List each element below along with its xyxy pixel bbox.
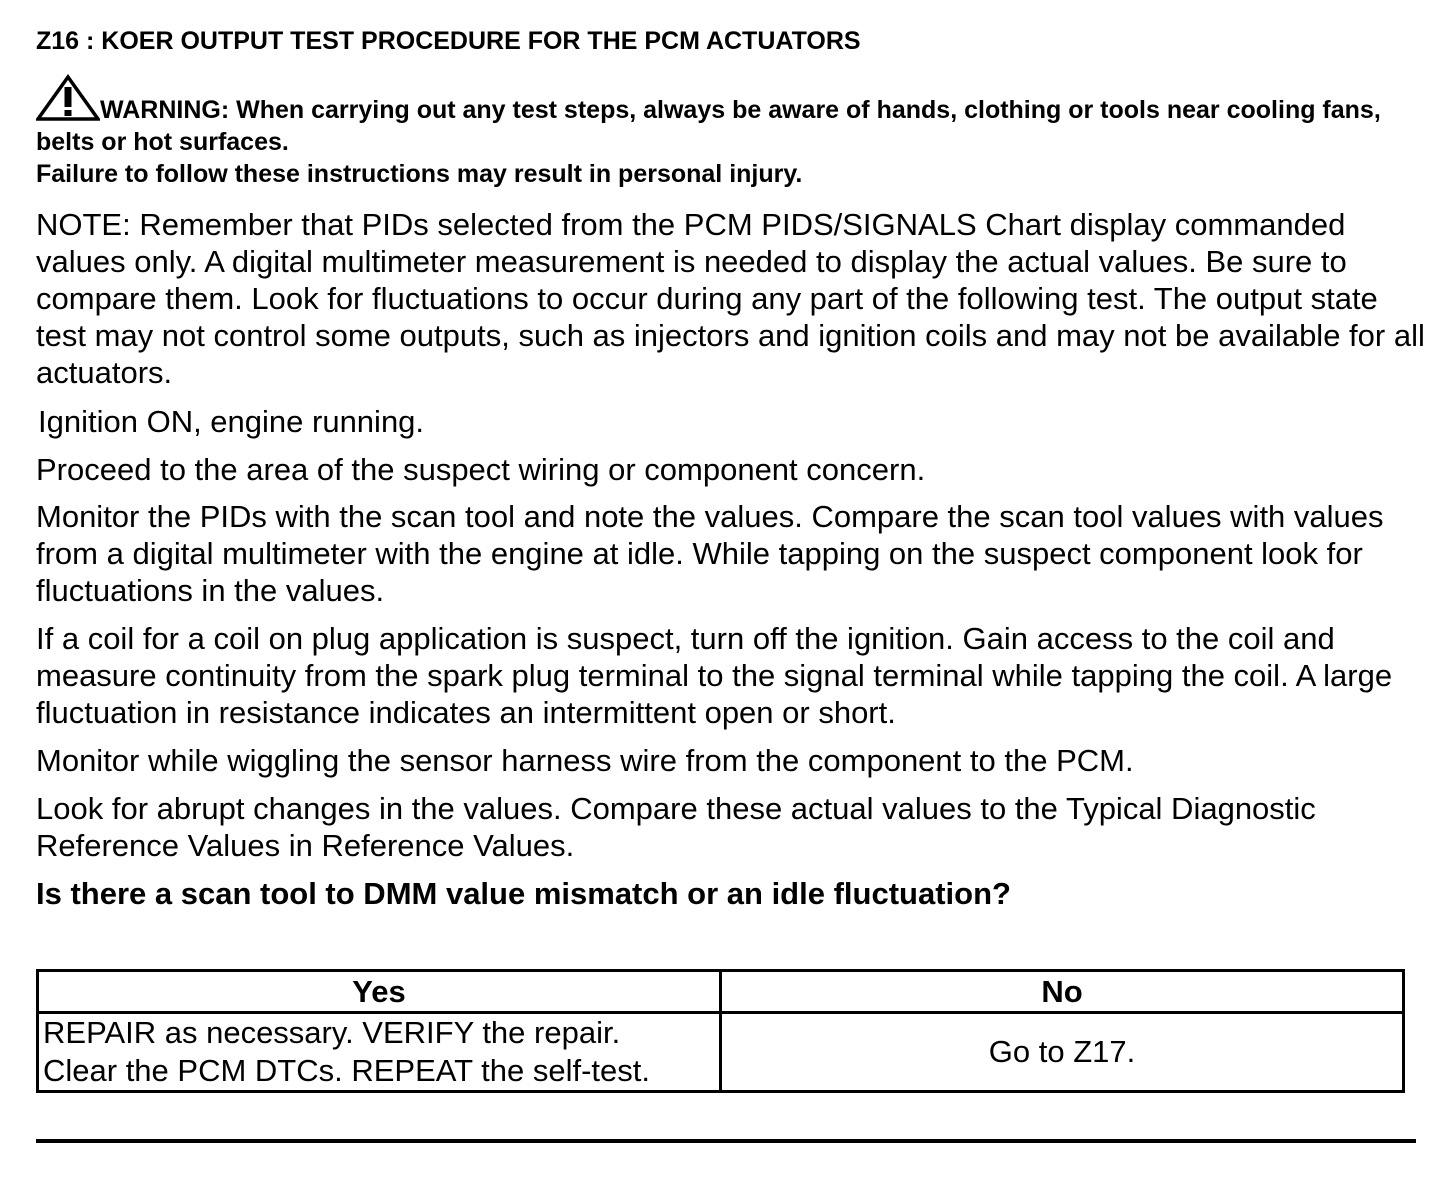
warning-triangle-icon <box>36 74 100 122</box>
table-header-row <box>38 971 1404 1013</box>
step-coil: If a coil for a coil on plug application is suspect, turn off the ignition. Gain access to the coil and measure continuity from the spark plug terminal to the signal terminal while tapping the coil. A large fluctuation in resistance indicates an intermittent open or short. <box>36 621 1393 730</box>
no-header: No <box>721 971 1404 1013</box>
step-ignition: Ignition ON, engine running. <box>38 404 425 439</box>
yes-line-2: Clear the PCM DTCs. REPEAT the self-test. <box>43 1053 650 1088</box>
step-monitor-pids: Monitor the PIDs with the scan tool and note the values. Compare the scan tool values with values from a digital multimeter with the engine at idle. While tapping on the suspect component look for fluctuations in the values. <box>36 499 1384 608</box>
warning-line2: Failure to follow these instructions may result in personal injury. <box>36 160 803 188</box>
no-cell: Go to Z17. <box>721 1013 1404 1092</box>
answer-table <box>36 969 1405 1093</box>
note-paragraph: NOTE: Remember that PIDs selected from the PCM PIDS/SIGNALS Chart display commanded values only. A digital multimeter measurement is needed to display the actual values. Be sure to compare them. Look for fluctuations to occur during any part of the following test. The output state test may not control some outputs, such as injectors and ignition coils and may not be available for all actuators. <box>36 207 1425 390</box>
yes-line-1: REPAIR as necessary. VERIFY the repair. <box>43 1015 621 1050</box>
step-abrupt: Look for abrupt changes in the values. Compare these actual values to the Typical Diagnostic Reference Values in Reference Values. <box>36 791 1316 863</box>
yes-header: Yes <box>38 971 721 1013</box>
warning-block <box>36 74 1426 190</box>
yes-cell <box>38 1013 721 1092</box>
question: Is there a scan tool to DMM value mismatch or an idle fluctuation? <box>36 876 1011 911</box>
bottom-divider <box>36 1139 1416 1143</box>
warning-label: WARNING <box>100 96 221 124</box>
table-row <box>38 1013 1404 1092</box>
step-wiggle: Monitor while wiggling the sensor harness wire from the component to the PCM. <box>36 743 1134 778</box>
step-proceed: Proceed to the area of the suspect wiring or component concern. <box>36 452 926 487</box>
page-title: Z16 : KOER OUTPUT TEST PROCEDURE FOR THE PCM ACTUATORS <box>36 27 861 55</box>
warning-text: : When carrying out any test steps, always be aware of hands, clothing or tools near cooling fans, belts or hot surfaces. <box>36 96 1381 156</box>
